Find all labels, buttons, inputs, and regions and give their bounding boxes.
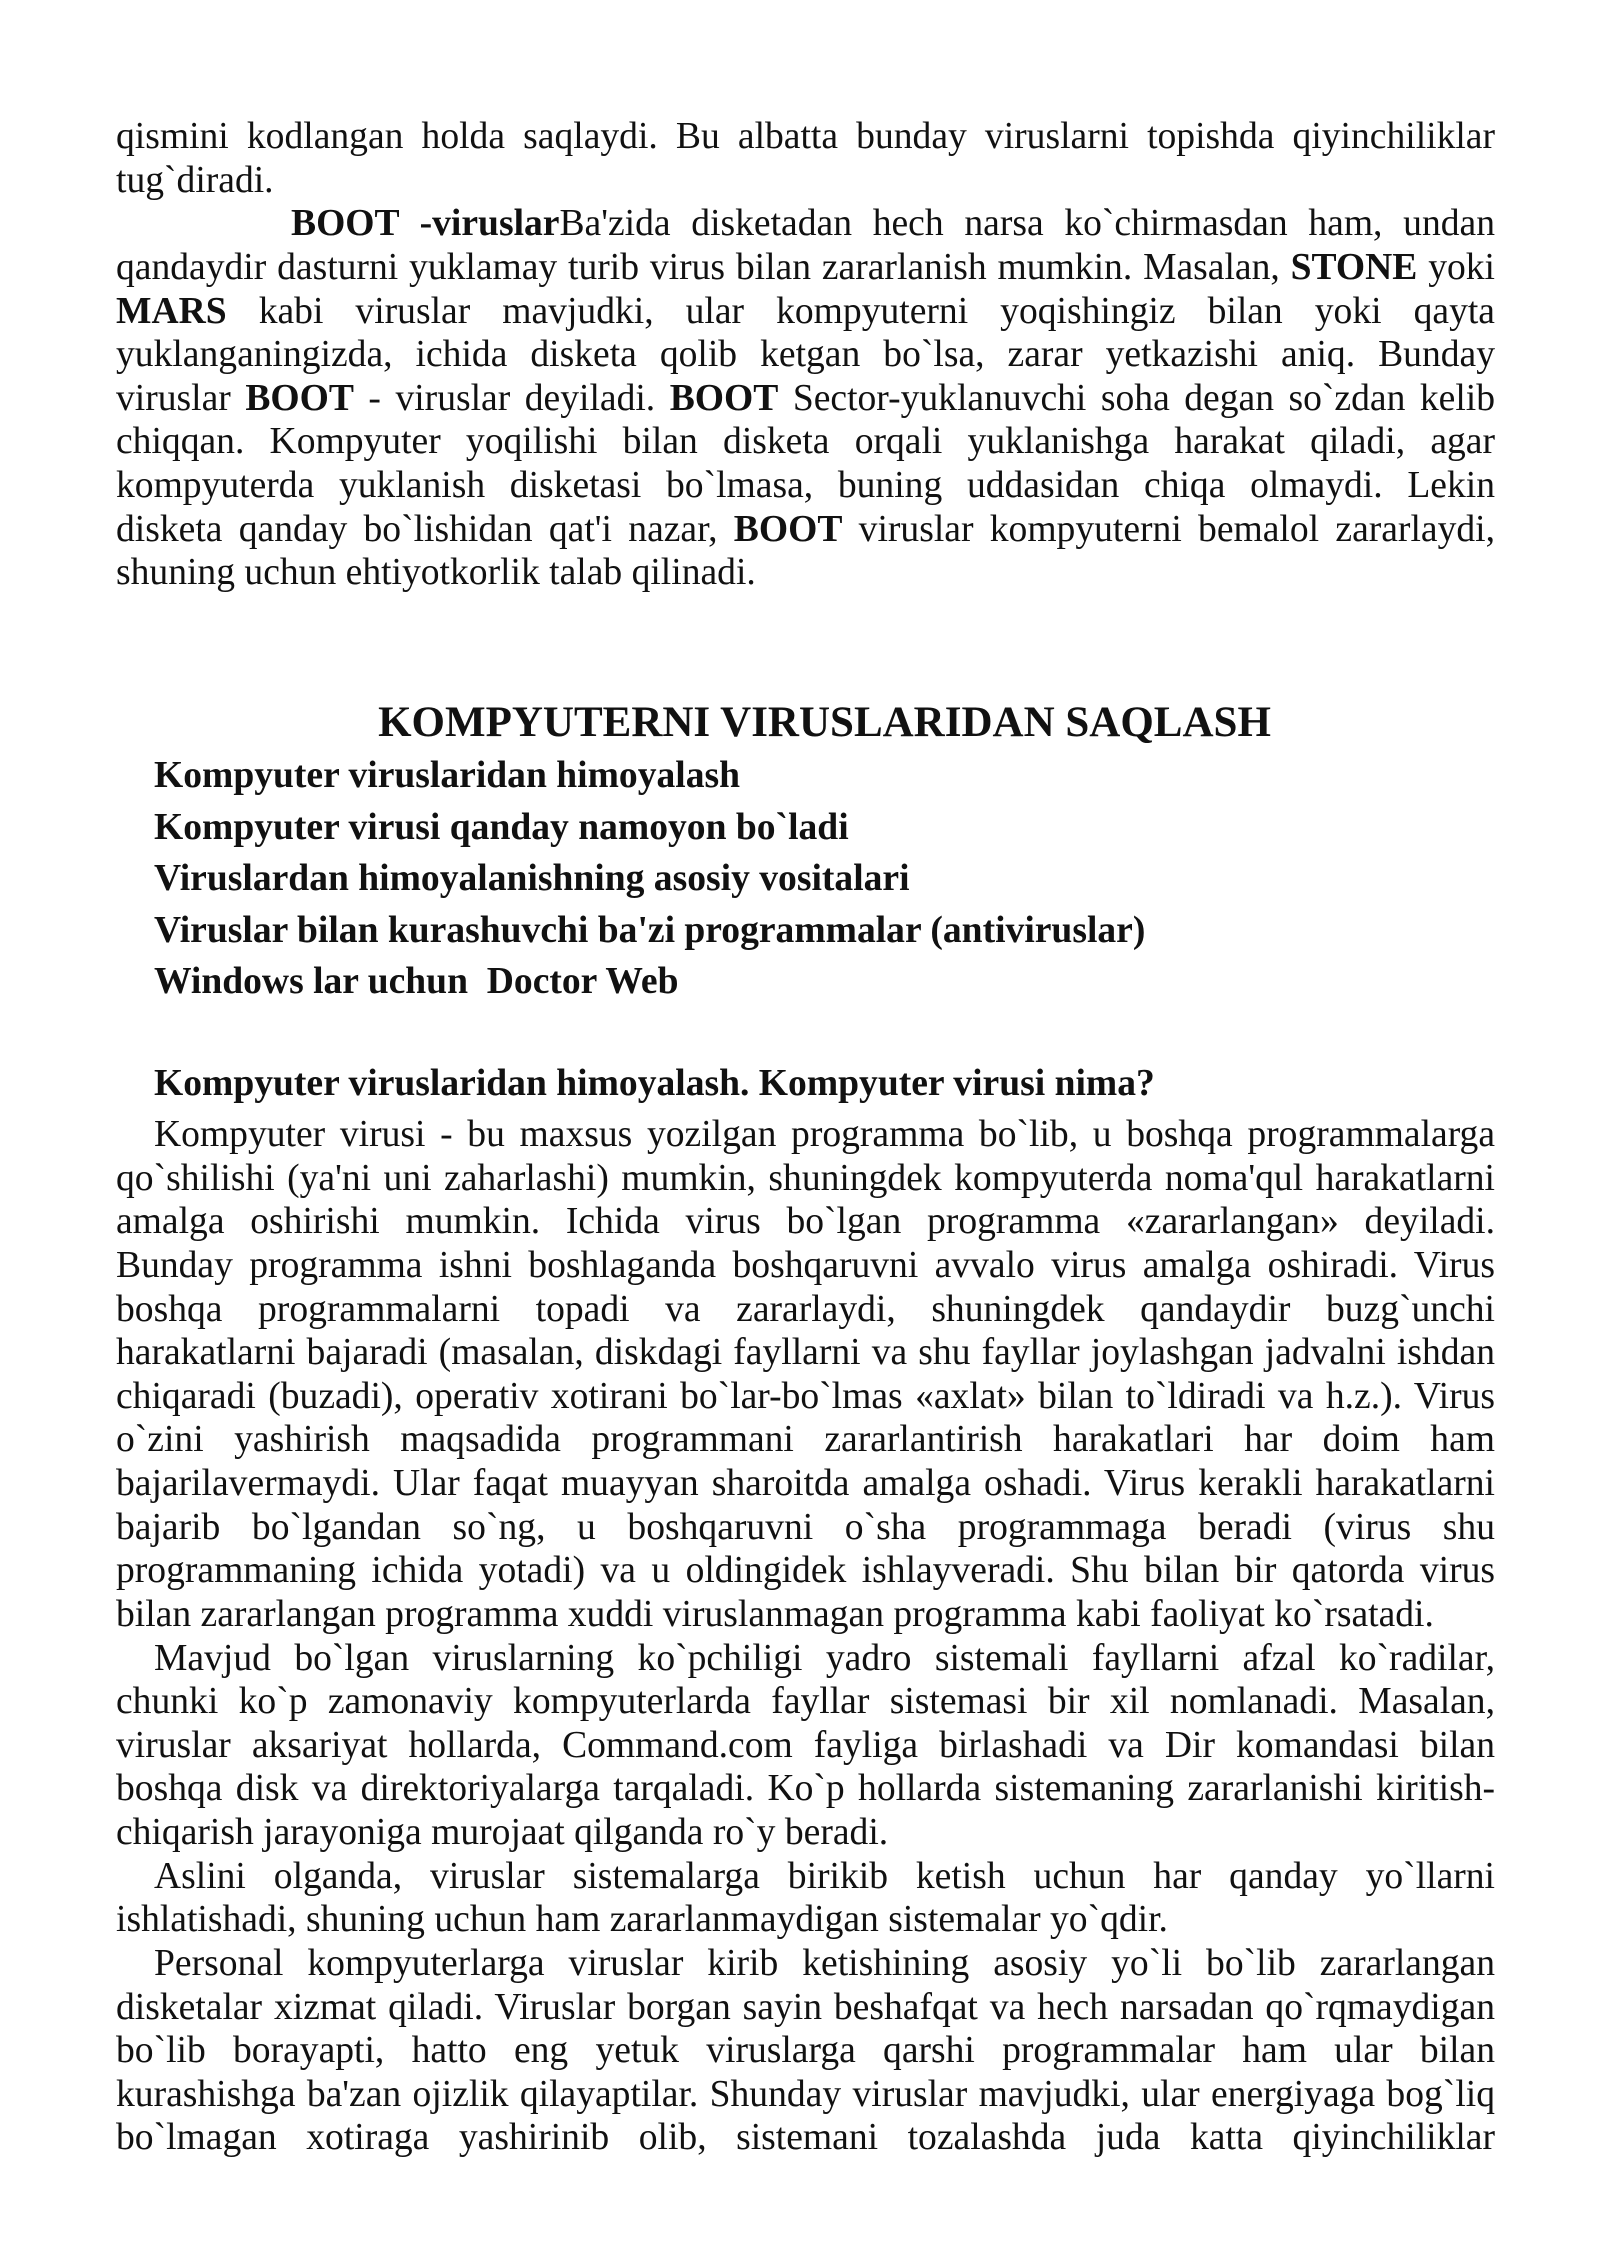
- text-line: harakatlarni bajaradi (masalan, diskdagi fayllarni va shu fayllar joylashgan jadvalni ishdan: [116, 1332, 1495, 1374]
- text-line: amalga oshirishi mumkin. Ichida virus bo`lgan programma «zararlangan» deyiladi.: [116, 1201, 1495, 1243]
- text-line: chiqqan. Kompyuter yoqilishi bilan disketa orqali yuklanishga harakat qiladi, agar: [116, 421, 1495, 463]
- text-line: Kompyuter virusi - bu maxsus yozilgan programma bo`lib, u boshqa programmalarga: [154, 1114, 1495, 1155]
- text-line: [116, 377, 1495, 421]
- text-line: chiqaradi (buzadi), operativ xotirani bo`lar-bo`lmas «axlat» bilan to`ldiradi va h.z.). Virus: [116, 1375, 1495, 1417]
- text-line: kurashishga ba'zan ojizlik qilayaptilar. Shunday viruslar mavjudki, ular energiyaga bog`liq: [116, 2073, 1495, 2115]
- topic-item: Kompyuter virusi qanday namoyon bo`ladi: [154, 806, 849, 848]
- bold-text-run: BOOT -viruslar: [291, 203, 560, 245]
- section-body: [116, 1113, 1495, 2160]
- text-line: o`zini yashirish maqsadida programmani zararlantirish harakatlari har doim ham: [116, 1419, 1495, 1461]
- text-line: tug`diradi.: [116, 159, 274, 201]
- text-line: bajarilavermaydi. Ular faqat muayyan sharoitda amalga oshadi. Virus kerakli harakatlarni: [116, 1463, 1495, 1504]
- text-run: viruslar: [116, 377, 246, 419]
- text-line: qismini kodlangan holda saqlaydi. Bu albatta bunday viruslarni topishda qiyinchiliklar: [116, 116, 1495, 157]
- topic-item: Viruslardan himoyalanishning asosiy vositalari: [154, 858, 910, 900]
- text-line: ishlatishadi, shuning uchun ham zararlanmaydigan sistemalar yo`qdir.: [116, 1899, 1168, 1941]
- text-line: Mavjud bo`lgan viruslarning ko`pchiligi yadro sistemali fayllarni afzal ko`radilar,: [154, 1637, 1495, 1679]
- bold-text-run: BOOT: [669, 377, 779, 419]
- paragraph-boot-viruses: [116, 202, 1495, 595]
- text-run: - viruslar deyiladi.: [353, 377, 670, 419]
- bold-text-run: STONE: [1290, 246, 1418, 288]
- paragraph-no-immune-systems: [116, 1855, 1495, 1942]
- text-line: boshqa programmalarni topadi va zararlaydi, shuningdek qandaydir buzg`unchi: [116, 1288, 1495, 1330]
- bold-text-run: BOOT: [733, 508, 843, 550]
- text-run: qandaydir dasturni yuklamay turib virus bilan zararlanish mumkin. Masalan,: [116, 246, 1291, 288]
- section-subheading: Kompyuter viruslaridan himoyalash. Kompyuter virusi nima?: [154, 1063, 1155, 1104]
- opening-text: [116, 115, 1495, 595]
- text-line: bilan zararlangan programma xuddi viruslanmagan programma kabi faoliyat ko`rsatadi.: [116, 1593, 1434, 1635]
- bold-text-run: BOOT: [245, 377, 354, 419]
- text-line: [116, 290, 1495, 334]
- text-line: viruslar aksariyat hollarda, Command.com fayliga birlashadi va Dir komandasi bilan: [116, 1724, 1495, 1766]
- text-line: shuning uchun ehtiyotkorlik talab qilinadi.: [116, 552, 756, 594]
- text-line: Personal kompyuterlarga viruslar kirib ketishining asosiy yo`li bo`lib zararlangan: [154, 1942, 1495, 1984]
- text-line: kompyuterda yuklanish disketasi bo`lmasa, buning uddasidan chiqa olmaydi. Lekin: [116, 465, 1495, 506]
- text-line: boshqa disk va direktoriyalarga tarqaladi. Ko`p hollarda sistemaning zararlanishi kiritish-: [116, 1768, 1495, 1810]
- text-line: disketalar xizmat qiladi. Viruslar borgan sayin beshafqat va hech narsadan qo`rqmaydigan: [116, 1986, 1495, 2028]
- section-title: KOMPYUTERNI VIRUSLARIDAN SAQLASH: [378, 699, 1271, 746]
- text-line: chunki ko`p zamonaviy kompyuterlarda fayllar sistemasi bir xil nomlanadi. Masalan,: [116, 1681, 1495, 1723]
- text-line: bo`lmagan xotiraga yashirinib olib, sistemani tozalashda juda katta qiyinchiliklar: [116, 2117, 1495, 2159]
- text-line: programmaning ichida yotadi) va u oldingidek ishlayveradi. Shu bilan bir qatorda virus: [116, 1550, 1495, 1592]
- text-run: kabi viruslar mavjudki, ular kompyuterni yoqishingiz bilan yoki qayta: [226, 290, 1495, 332]
- paragraph-continued: [116, 115, 1495, 202]
- paragraph-system-files: [116, 1637, 1495, 1855]
- text-run: Ba'zida disketadan hech narsa ko`chirmasdan ham, undan: [559, 203, 1495, 245]
- text-line: chiqarish jarayoniga murojaat qilganda ro`y beradi.: [116, 1812, 889, 1853]
- text-line: [116, 508, 1495, 552]
- text-line: yuklanganingizda, ichida disketa qolib ketgan bo`lsa, zarar yetkazishi aniq. Bunday: [116, 334, 1495, 376]
- text-line: qo`shilishi (ya'ni uni zaharlashi) mumkin, shuningdek kompyuterda noma'qul harakatlarni: [116, 1157, 1495, 1199]
- text-run: disketa qanday bo`lishidan qat'i nazar,: [116, 508, 734, 550]
- text-run: viruslar kompyuterni bemalol zararlaydi,: [842, 508, 1495, 550]
- paragraph-infection-paths: [116, 1942, 1495, 2160]
- topic-item: Kompyuter viruslaridan himoyalash: [154, 755, 741, 796]
- topic-item: Viruslar bilan kurashuvchi ba'zi programmalar (antiviruslar): [154, 909, 1146, 951]
- text-run: yoki: [1417, 246, 1496, 288]
- bold-text-run: MARS: [116, 290, 227, 332]
- paragraph-virus-definition: [116, 1113, 1495, 1637]
- topic-list: [154, 750, 1495, 1008]
- topic-item: Windows lar uchun Doctor Web: [154, 961, 679, 1003]
- text-line: bo`lib borayapti, hatto eng yetuk viruslarga qarshi programmalar ham ular bilan: [116, 2030, 1495, 2072]
- text-line: [116, 202, 1495, 246]
- text-line: [116, 246, 1495, 290]
- text-run: Sector-yuklanuvchi soha degan so`zdan kelib: [778, 377, 1496, 419]
- text-line: Aslini olganda, viruslar sistemalarga birikib ketish uchun har qanday yo`llarni: [154, 1855, 1495, 1897]
- text-line: bajarib bo`lgandan so`ng, u boshqaruvni o`sha programmaga beradi (virus shu: [116, 1506, 1495, 1548]
- text-line: Bunday programma ishni boshlaganda boshqaruvni avvalo virus amalga oshiradi. Virus: [116, 1244, 1495, 1286]
